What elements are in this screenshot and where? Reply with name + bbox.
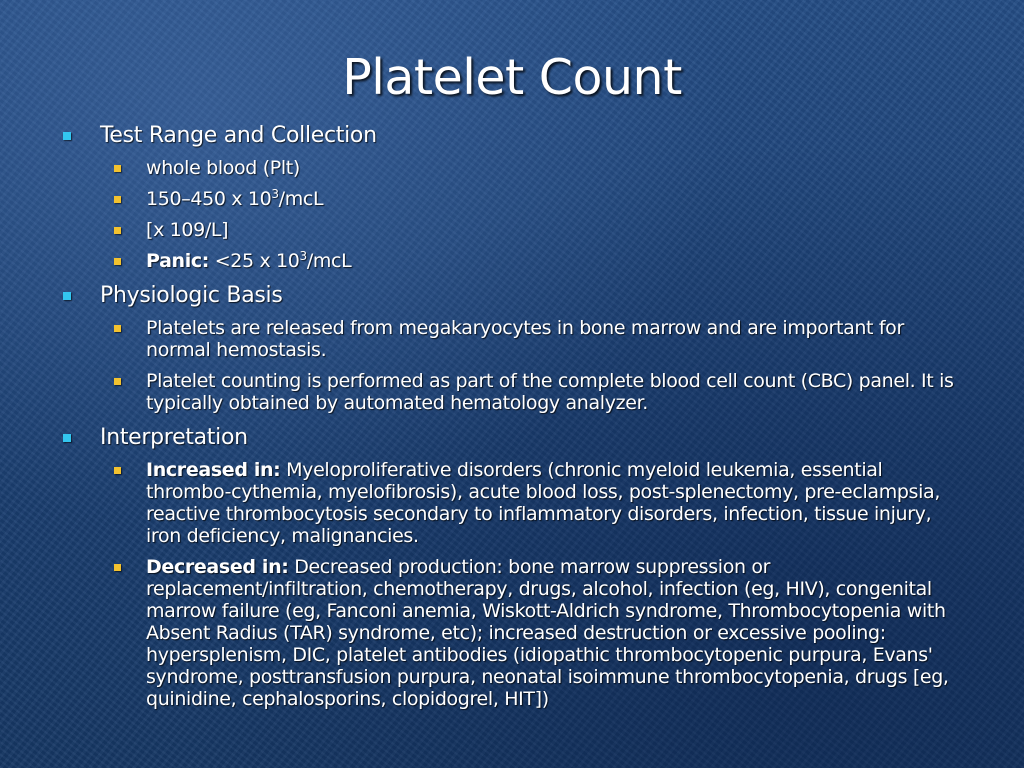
heading-interpretation-label: Interpretation	[100, 425, 248, 450]
square-bullet-icon	[114, 196, 121, 203]
heading-interpretation	[0, 424, 1024, 451]
square-bullet-icon	[63, 132, 71, 140]
heading-physiologic-basis-label: Physiologic Basis	[100, 283, 283, 308]
square-bullet-icon	[63, 292, 71, 300]
bullet-decreased	[0, 556, 1024, 710]
square-bullet-icon	[114, 378, 121, 385]
increased-text: Myeloproliferative disorders (chronic myeloid leukemia, essential thrombo-cythemia, myelofibrosis), acute blood loss, post-splenectomy, pre-eclampsia, reactive thrombocytosis secondary to inflammatory disorders, infection, tissue injury, iron deficiency, malignancies.	[146, 459, 941, 547]
square-bullet-icon	[114, 227, 121, 234]
increased-label: Increased in:	[146, 459, 281, 481]
range-exponent: 3	[271, 187, 279, 201]
heading-physiologic-basis	[0, 282, 1024, 309]
square-bullet-icon	[114, 467, 121, 474]
square-bullet-icon	[114, 165, 121, 172]
range-suffix: /mcL	[278, 188, 324, 210]
square-bullet-icon	[114, 325, 121, 332]
heading-test-range	[0, 122, 1024, 149]
decreased-text: Decreased production: bone marrow suppression or replacement/infiltration, chemotherapy, drugs, alcohol, infection (eg, HIV), congenital marrow failure (eg, Fanconi anemia, Wiskott-Aldrich syndrome, Thrombocytopenia with Absent Radius (TAR) syndrome, etc); increased destruction or excessive pooling: hypersplenism, DIC, platelet antibodies (idiopathic thrombocytopenic purpura, Evans' syndrome, posttransfusion purpura, neonatal isoimmune thrombocytopenia, drugs [eg, quinidine, cephalosporins, clopidogrel, HIT])	[146, 556, 949, 710]
decreased-label: Decreased in:	[146, 556, 289, 578]
range-prefix: 150–450 x 10	[146, 188, 272, 210]
panic-suffix: /mcL	[306, 250, 352, 272]
heading-test-range-label: Test Range and Collection	[100, 123, 377, 148]
bullet-physiology-2	[0, 370, 1024, 414]
bullet-si-units	[0, 219, 1024, 241]
square-bullet-icon	[114, 564, 121, 571]
physiology-text-1: Platelets are released from megakaryocytes in bone marrow and are important for normal hemostasis.	[146, 317, 904, 361]
panic-prefix: <25 x 10	[209, 250, 300, 272]
slide-title: Platelet Count	[342, 49, 682, 106]
slide-content	[0, 120, 1024, 710]
bullet-range	[0, 188, 1024, 210]
bullet-increased	[0, 459, 1024, 547]
square-bullet-icon	[114, 258, 121, 265]
bullet-panic	[0, 250, 1024, 272]
panic-exponent: 3	[299, 249, 307, 263]
physiology-text-2: Platelet counting is performed as part of the complete blood cell count (CBC) panel. It is typically obtained by automated hematology analyzer.	[146, 370, 954, 414]
bullet-physiology-1	[0, 317, 1024, 361]
specimen-text: whole blood (Plt)	[146, 157, 300, 179]
bullet-specimen	[0, 157, 1024, 179]
si-units-text: [x 109/L]	[146, 219, 229, 241]
panic-label: Panic:	[146, 250, 210, 272]
square-bullet-icon	[63, 434, 71, 442]
